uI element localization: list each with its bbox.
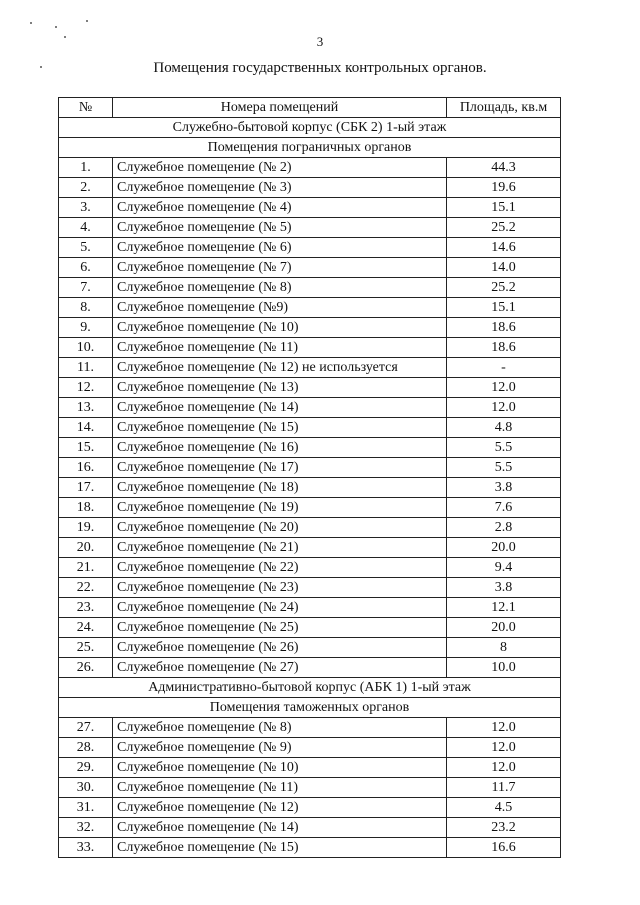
table-row: [59, 738, 561, 758]
room-name: Служебное помещение (№ 8): [113, 718, 447, 738]
table-row: [59, 418, 561, 438]
table-row: [59, 478, 561, 498]
table-row: [59, 518, 561, 538]
row-number: 11.: [59, 358, 113, 378]
room-name: Служебное помещение (№ 18): [113, 478, 447, 498]
row-number: 3.: [59, 198, 113, 218]
subsection-title: Помещения пограничных органов: [59, 138, 561, 158]
room-name: Служебное помещение (№ 15): [113, 418, 447, 438]
row-number: 14.: [59, 418, 113, 438]
room-area: 18.6: [447, 318, 561, 338]
room-area: 3.8: [447, 578, 561, 598]
table-row: [59, 258, 561, 278]
row-number: 30.: [59, 778, 113, 798]
room-area: -: [447, 358, 561, 378]
rooms-table: [58, 97, 561, 858]
room-name: Служебное помещение (№ 5): [113, 218, 447, 238]
room-name: Служебное помещение (№ 14): [113, 398, 447, 418]
table-row: [59, 358, 561, 378]
row-number: 25.: [59, 638, 113, 658]
table-header-row: [59, 98, 561, 118]
section-title: Административно-бытовой корпус (АБК 1) 1-ый этаж: [59, 678, 561, 698]
table-row: [59, 218, 561, 238]
table-row: [59, 398, 561, 418]
row-number: 22.: [59, 578, 113, 598]
table-row: [59, 558, 561, 578]
room-name: Служебное помещение (№ 11): [113, 338, 447, 358]
table-row: [59, 338, 561, 358]
table-row: [59, 598, 561, 618]
page-title: Помещения государственных контрольных органов.: [153, 60, 487, 76]
room-area: 4.5: [447, 798, 561, 818]
row-number: 18.: [59, 498, 113, 518]
room-area: 14.6: [447, 238, 561, 258]
table-row: [59, 238, 561, 258]
table-row: [59, 198, 561, 218]
room-area: 7.6: [447, 498, 561, 518]
subsection-title: Помещения таможенных органов: [59, 698, 561, 718]
room-name: Служебное помещение (№ 11): [113, 778, 447, 798]
row-number: 12.: [59, 378, 113, 398]
room-name: Служебное помещение (№ 15): [113, 838, 447, 858]
row-number: 5.: [59, 238, 113, 258]
subsection-row: [59, 698, 561, 718]
row-number: 33.: [59, 838, 113, 858]
table-row: [59, 498, 561, 518]
row-number: 19.: [59, 518, 113, 538]
row-number: 24.: [59, 618, 113, 638]
room-name: Служебное помещение (№ 22): [113, 558, 447, 578]
room-area: 12.0: [447, 738, 561, 758]
room-name: Служебное помещение (№ 3): [113, 178, 447, 198]
row-number: 26.: [59, 658, 113, 678]
row-number: 32.: [59, 818, 113, 838]
row-number: 9.: [59, 318, 113, 338]
room-name: Служебное помещение (№ 25): [113, 618, 447, 638]
room-area: 8: [447, 638, 561, 658]
room-area: 23.2: [447, 818, 561, 838]
page-number: 3: [316, 34, 324, 49]
room-area: 3.8: [447, 478, 561, 498]
section-row: [59, 118, 561, 138]
row-number: 29.: [59, 758, 113, 778]
row-number: 15.: [59, 438, 113, 458]
room-name: Служебное помещение (№ 13): [113, 378, 447, 398]
table-row: [59, 458, 561, 478]
table-row: [59, 578, 561, 598]
room-area: 16.6: [447, 838, 561, 858]
table-row: [59, 278, 561, 298]
row-number: 17.: [59, 478, 113, 498]
table-row: [59, 318, 561, 338]
room-name: Служебное помещение (№ 17): [113, 458, 447, 478]
row-number: 7.: [59, 278, 113, 298]
room-name: Служебное помещение (№ 24): [113, 598, 447, 618]
header-number: №: [59, 98, 113, 118]
table-row: [59, 298, 561, 318]
scan-speck: [55, 26, 57, 28]
header-area: Площадь, кв.м: [447, 98, 561, 118]
room-area: 15.1: [447, 298, 561, 318]
scan-speck: [30, 22, 32, 24]
room-area: 5.5: [447, 458, 561, 478]
scan-speck: [86, 20, 88, 22]
room-area: 25.2: [447, 218, 561, 238]
room-name: Служебное помещение (№ 12): [113, 798, 447, 818]
room-name: Служебное помещение (№ 20): [113, 518, 447, 538]
row-number: 10.: [59, 338, 113, 358]
row-number: 1.: [59, 158, 113, 178]
room-name: Служебное помещение (№ 26): [113, 638, 447, 658]
row-number: 27.: [59, 718, 113, 738]
room-name: Служебное помещение (№ 10): [113, 758, 447, 778]
room-area: 20.0: [447, 618, 561, 638]
table-row: [59, 438, 561, 458]
room-area: 15.1: [447, 198, 561, 218]
table-row: [59, 818, 561, 838]
room-area: 12.0: [447, 718, 561, 738]
room-name: Служебное помещение (№ 23): [113, 578, 447, 598]
row-number: 6.: [59, 258, 113, 278]
room-name: Служебное помещение (№ 10): [113, 318, 447, 338]
table-row: [59, 638, 561, 658]
row-number: 28.: [59, 738, 113, 758]
table-row: [59, 718, 561, 738]
room-area: 10.0: [447, 658, 561, 678]
section-title: Служебно-бытовой корпус (СБК 2) 1-ый этаж: [59, 118, 561, 138]
table-row: [59, 178, 561, 198]
room-area: 19.6: [447, 178, 561, 198]
room-name: Служебное помещение (№ 14): [113, 818, 447, 838]
room-area: 2.8: [447, 518, 561, 538]
room-area: 12.0: [447, 758, 561, 778]
room-name: Служебное помещение (№9): [113, 298, 447, 318]
table-row: [59, 618, 561, 638]
room-name: Служебное помещение (№ 9): [113, 738, 447, 758]
row-number: 4.: [59, 218, 113, 238]
room-name: Служебное помещение (№ 19): [113, 498, 447, 518]
room-name: Служебное помещение (№ 27): [113, 658, 447, 678]
room-name: Служебное помещение (№ 8): [113, 278, 447, 298]
room-area: 5.5: [447, 438, 561, 458]
room-name: Служебное помещение (№ 7): [113, 258, 447, 278]
table-row: [59, 158, 561, 178]
room-area: 18.6: [447, 338, 561, 358]
room-area: 20.0: [447, 538, 561, 558]
room-area: 4.8: [447, 418, 561, 438]
table-row: [59, 838, 561, 858]
row-number: 13.: [59, 398, 113, 418]
row-number: 31.: [59, 798, 113, 818]
table-row: [59, 538, 561, 558]
row-number: 16.: [59, 458, 113, 478]
table-row: [59, 758, 561, 778]
room-name: Служебное помещение (№ 21): [113, 538, 447, 558]
section-row: [59, 678, 561, 698]
room-area: 12.0: [447, 398, 561, 418]
row-number: 21.: [59, 558, 113, 578]
table-row: [59, 378, 561, 398]
room-area: 12.0: [447, 378, 561, 398]
table-row: [59, 798, 561, 818]
rooms-table-body: [59, 98, 561, 858]
row-number: 8.: [59, 298, 113, 318]
row-number: 20.: [59, 538, 113, 558]
room-name: Служебное помещение (№ 12) не используется: [113, 358, 447, 378]
table-row: [59, 658, 561, 678]
room-area: 11.7: [447, 778, 561, 798]
row-number: 23.: [59, 598, 113, 618]
room-area: 12.1: [447, 598, 561, 618]
room-name: Служебное помещение (№ 16): [113, 438, 447, 458]
subsection-row: [59, 138, 561, 158]
table-row: [59, 778, 561, 798]
room-area: 14.0: [447, 258, 561, 278]
room-name: Служебное помещение (№ 6): [113, 238, 447, 258]
room-name: Служебное помещение (№ 4): [113, 198, 447, 218]
room-name: Служебное помещение (№ 2): [113, 158, 447, 178]
room-area: 44.3: [447, 158, 561, 178]
header-room-names: Номера помещений: [113, 98, 447, 118]
row-number: 2.: [59, 178, 113, 198]
room-area: 9.4: [447, 558, 561, 578]
room-area: 25.2: [447, 278, 561, 298]
